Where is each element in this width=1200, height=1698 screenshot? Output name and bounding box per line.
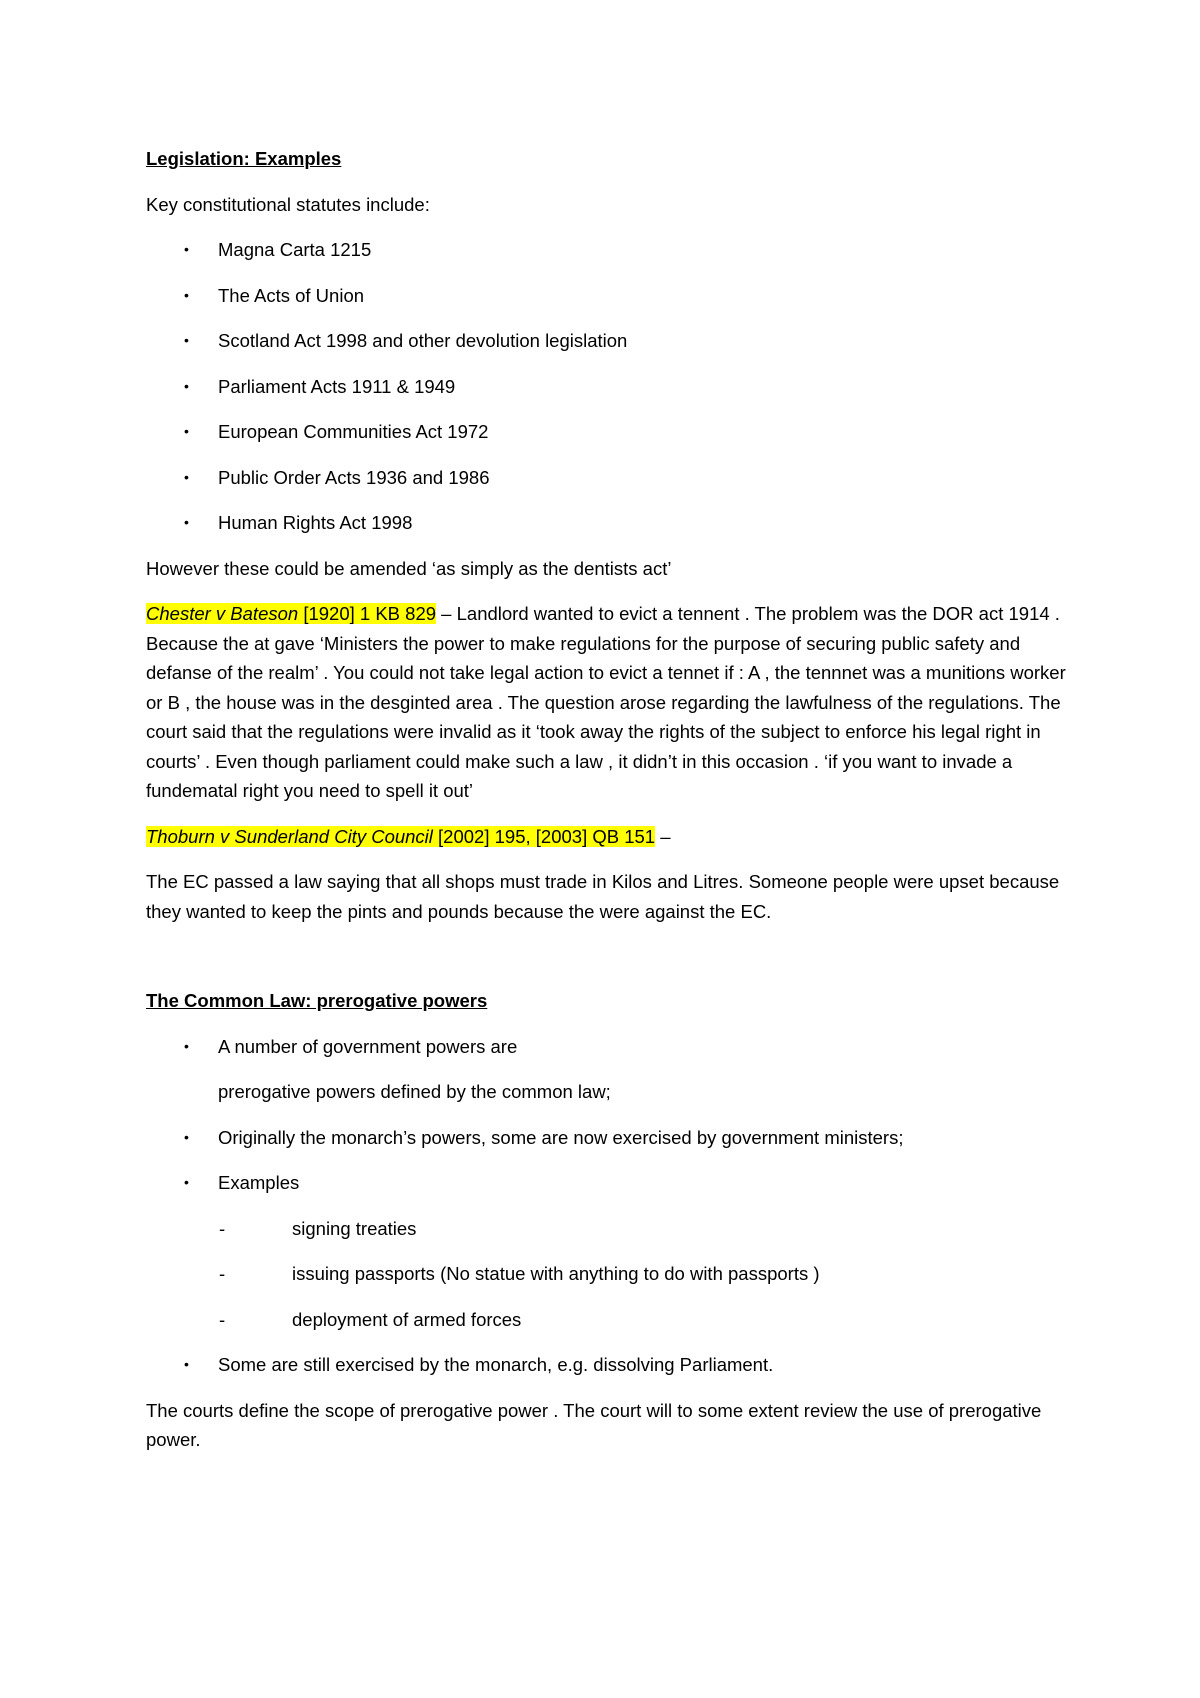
case-chester-paragraph (146, 599, 1066, 806)
list-item (146, 508, 1066, 538)
statute-label: Parliament Acts 1911 & 1949 (218, 375, 456, 397)
list-item (146, 417, 1066, 447)
bullet-icon: • (184, 286, 189, 303)
list-item (146, 1214, 1066, 1244)
bullet-icon: • (184, 332, 189, 348)
case-citation: [2002] 195, [2003] QB 151 (432, 825, 656, 847)
case-thoburn-heading (146, 822, 1066, 852)
bullet-continuation: prerogative powers defined by the common law; (218, 1081, 611, 1102)
bullet-icon: • (184, 241, 189, 257)
list-item (146, 281, 1066, 311)
bullet-icon: • (184, 1037, 189, 1054)
document-body (146, 144, 1066, 1471)
statute-label: Scotland Act 1998 and other devolution legislation (218, 330, 628, 351)
case-thoburn-text: The EC passed a law saying that all shops must trade in Kilos and Litres. Someone people were upset because they wanted to keep the pints and pounds because the were against the EC. (146, 871, 1060, 922)
list-item (146, 1168, 1066, 1198)
case-text: – Landlord wanted to evict a tennent . The problem was the DOR act 1914 . Because the at gave ‘Ministers the power to make regulations for the purpose of securing public safety and defanse of the realm’ . You could not take legal action to evict a tennet if : A , the tennnet was a munitions worker or B , the house was in the desginted area . The question arose regarding the lawfulness of the regulations. The court said that the regulations were invalid as it ‘took away the rights of the subject to enforce his legal right in courts’ . Even though parliament could make such a law , it didn’t in this occasion . ‘if you want to invade a fundematal right you need to spell it out’ (146, 603, 1066, 801)
case-highlight (146, 603, 436, 624)
bullet-icon: • (184, 377, 189, 394)
statute-label: Human Rights Act 1998 (218, 512, 413, 533)
list-item (146, 326, 1066, 356)
bullet-icon: • (184, 514, 189, 530)
statute-label: European Communities Act 1972 (218, 421, 489, 442)
bullet-text: Examples (218, 1172, 300, 1193)
amendment-note: However these could be amended ‘as simply as the dentists act’ (146, 557, 672, 579)
bullet-icon: • (184, 1356, 189, 1372)
statute-label: Public Order Acts 1936 and 1986 (218, 466, 490, 488)
example-text: issuing passports (No statue with anything to do with passports ) (292, 1263, 820, 1284)
list-item (146, 1350, 1066, 1380)
blank-line (146, 942, 1066, 986)
bullet-text: Some are still exercised by the monarch, e.g. dissolving Parliament. (218, 1354, 774, 1375)
statute-label: The Acts of Union (218, 284, 365, 306)
prerogative-list-continued (146, 1350, 1066, 1380)
list-item (146, 1123, 1066, 1153)
bullet-icon: • (184, 468, 189, 485)
bullet-icon: • (184, 423, 189, 439)
dash-icon: - (219, 1217, 226, 1239)
statute-label: Magna Carta 1215 (218, 239, 372, 260)
section-heading-common-law: The Common Law: prerogative powers (146, 990, 488, 1011)
statutes-intro: Key constitutional statutes include: (146, 193, 430, 215)
list-item (146, 1032, 1066, 1107)
list-item (146, 463, 1066, 493)
bullet-icon: • (184, 1174, 189, 1190)
example-text: deployment of armed forces (292, 1308, 522, 1330)
example-text: signing treaties (292, 1217, 417, 1239)
bullet-icon: • (184, 1128, 189, 1145)
case-citation: [1920] 1 KB 829 (298, 603, 437, 624)
bullet-text: Originally the monarch’s powers, some are now exercised by government ministers; (218, 1126, 904, 1148)
list-item (146, 235, 1066, 265)
case-highlight (146, 826, 655, 847)
case-name: Chester v Bateson (146, 603, 299, 624)
list-item (146, 1305, 1066, 1335)
case-name: Thoburn v Sunderland City Council (146, 825, 433, 847)
prerogative-list (146, 1032, 1066, 1198)
closing-paragraph: The courts define the scope of prerogative power . The court will to some extent review the use of prerogative power. (146, 1399, 1042, 1450)
list-item (146, 1259, 1066, 1289)
dash-icon: - (219, 1263, 226, 1284)
statutes-list (146, 235, 1066, 538)
dash-icon: - (219, 1308, 226, 1330)
section-heading-legislation: Legislation: Examples (146, 148, 342, 169)
case-dash: – (655, 825, 671, 847)
list-item (146, 372, 1066, 402)
examples-list (146, 1214, 1066, 1335)
bullet-text: A number of government powers are (218, 1035, 518, 1057)
